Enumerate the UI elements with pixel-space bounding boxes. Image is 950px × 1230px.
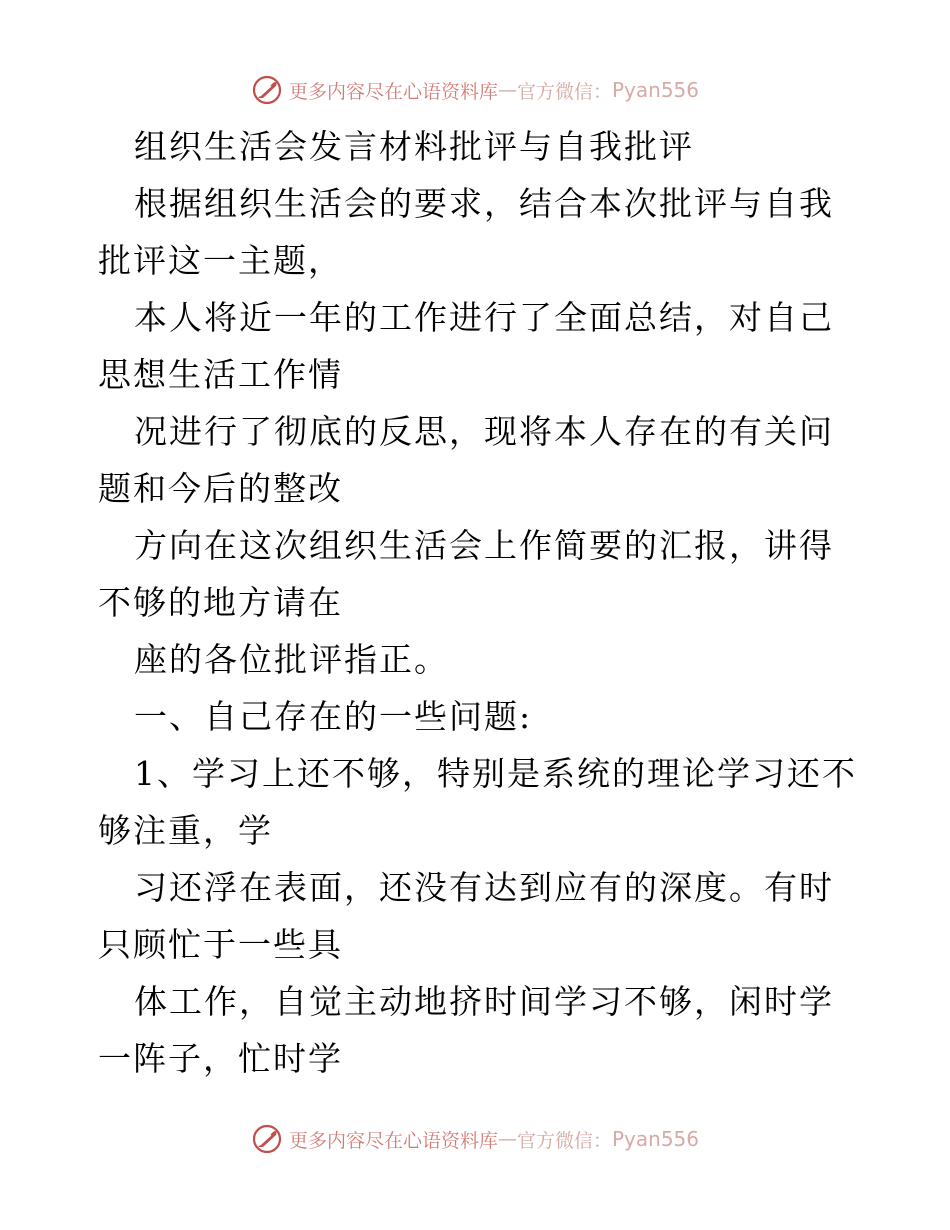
paragraph: 本人将近一年的工作进行了全面总结，对自己思想生活工作情 xyxy=(98,298,834,394)
quill-circle-icon xyxy=(251,74,283,106)
paragraph: 根据组织生活会的要求，结合本次批评与自我批评这一主题， xyxy=(98,184,834,280)
document-title: 组织生活会发言材料批评与自我批评 xyxy=(134,127,694,166)
paragraph: 座的各位批评指正。 xyxy=(134,640,449,679)
watermark-wechat-id: Pyan556 xyxy=(612,1127,700,1151)
paragraph: 况进行了彻底的反思，现将本人存在的有关问题和今后的整改 xyxy=(98,412,834,508)
paragraph: 习还浮在表面，还没有达到应有的深度。有时只顾忙于一些具 xyxy=(98,868,834,964)
document-body xyxy=(98,118,858,1087)
watermark-separator: — xyxy=(497,79,517,101)
quill-circle-icon xyxy=(251,1123,283,1155)
watermark-wechat-id: Pyan556 xyxy=(612,78,700,102)
watermark-wechat-label: 官方微信： xyxy=(516,1129,612,1152)
watermark-text: 更多内容尽在心语资料库 xyxy=(288,80,498,103)
header-watermark xyxy=(0,74,950,106)
section-heading: 一、自己存在的一些问题: xyxy=(134,697,533,736)
paragraph: 体工作，自觉主动地挤时间学习不够，闲时学一阵子，忙时学 xyxy=(98,982,834,1078)
watermark-text: 更多内容尽在心语资料库 xyxy=(288,1129,498,1152)
watermark-wechat-label: 官方微信： xyxy=(516,80,612,103)
paragraph: 1、学习上还不够，特别是系统的理论学习还不够注重，学 xyxy=(98,754,857,850)
footer-watermark xyxy=(0,1123,950,1155)
paragraph: 方向在这次组织生活会上作简要的汇报，讲得不够的地方请在 xyxy=(98,526,834,622)
watermark-separator: — xyxy=(497,1128,517,1150)
